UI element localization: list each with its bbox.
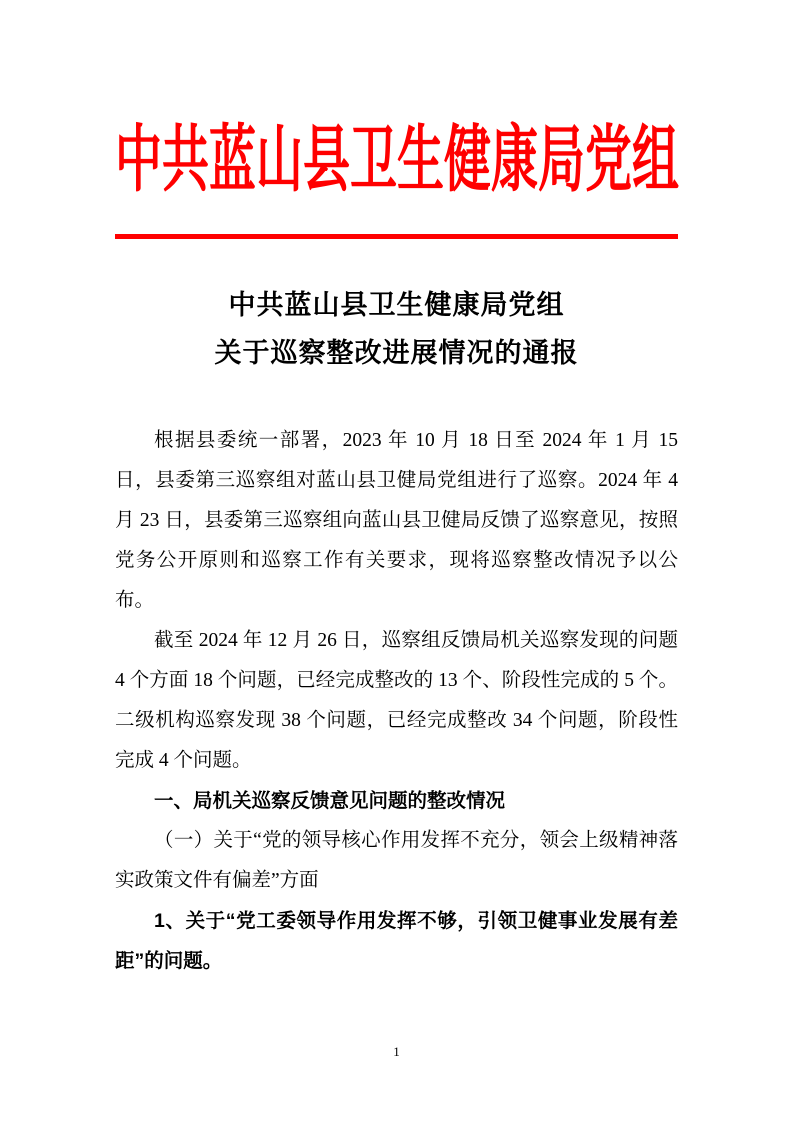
masthead — [0, 112, 793, 208]
subsection-heading-1: （一）关于“党的领导核心作用发挥不充分，领会上级精神落实政策文件有偏差”方面 — [115, 830, 678, 891]
document-body — [115, 421, 678, 981]
document-title-line2: 关于巡察整改进展情况的通报 — [214, 338, 579, 368]
section-heading-1: 一、局机关巡察反馈意见问题的整改情况 — [154, 790, 506, 812]
item-heading-1: 1、关于“党工委领导作用发挥不够，引领卫健事业发展有差距”的问题。 — [115, 910, 678, 972]
page-number: 1 — [393, 1044, 400, 1059]
masthead-title: 中共蓝山县卫生健康局党组 — [114, 119, 679, 201]
paragraph-intro: 根据县委统一部署，2023 年 10 月 18 日至 2024 年 1 月 15 日，县委第三巡察组对蓝山县卫健局党组进行了巡察。2024 年 4 月 23 日，县委第三巡察组向蓝山县卫健局反馈了巡察意见，按照党务公开原则和巡察工作有关要求，现将巡察整改情况予以公布。 — [115, 430, 678, 611]
document-title-line1: 中共蓝山县卫生健康局党组 — [228, 290, 565, 320]
red-separator-rule — [115, 234, 678, 239]
document-title — [0, 281, 793, 377]
paragraph-summary: 截至 2024 年 12 月 26 日，巡察组反馈局机关巡察发现的问题 4 个方面 18 个问题，已经完成整改的 13 个、阶段性完成的 5 个。二级机构巡察发现 38 个问题，已经完成整改 34 个问题，阶段性完成 4 个问题。 — [115, 630, 678, 771]
